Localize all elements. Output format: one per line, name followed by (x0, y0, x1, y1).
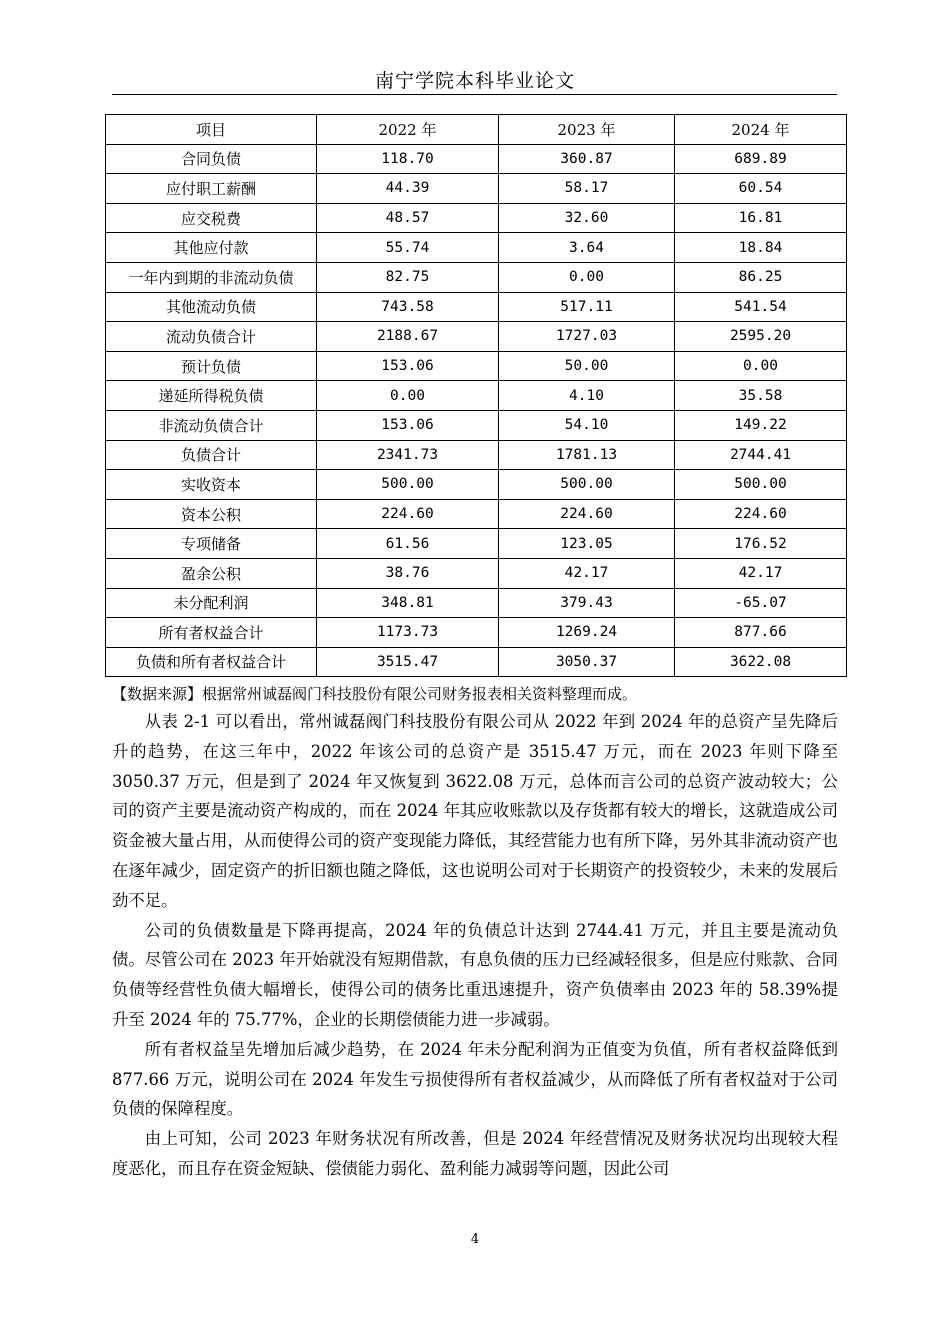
table-row (106, 440, 847, 470)
table-body (106, 144, 847, 677)
value-cell: 58.17 (499, 174, 675, 204)
row-label-cell: 未分配利润 (106, 588, 317, 618)
value-cell: 743.58 (317, 292, 499, 322)
row-label-cell: 实收资本 (106, 470, 317, 500)
page-number: 4 (470, 1232, 480, 1247)
table-row (106, 351, 847, 381)
row-label-cell: 应交税费 (106, 203, 317, 233)
paragraph: 从表 2-1 可以看出，常州诚磊阀门科技股份有限公司从 2022 年到 2024 年的总资产呈先降后升的趋势，在这三年中，2022 年该公司的总资产是 3515.47 万元，而在 2023 年则下降至 3050.37 万元，但是到了 2024 年又恢复到 3622.08 万元，总体而言公司的总资产波动较大；公司的资产主要是流动资产构成的，而在 2024 年其应收账款以及存货都有较大的增长，这就造成公司资金被大量占用，从而使得公司的资产变现能力降低，其经营能力也有所下降，另外其非流动资产也在逐年减少，固定资产的折旧额也随之降低，这也说明公司对于长期资产的投资较少，未来的发展后劲不足。 (112, 712, 838, 910)
value-cell: 3.64 (499, 233, 675, 263)
value-cell: 0.00 (675, 351, 847, 381)
value-cell: -65.07 (675, 588, 847, 618)
row-label-cell: 合同负债 (106, 144, 317, 174)
row-label-cell: 负债合计 (106, 440, 317, 470)
row-label-cell: 盈余公积 (106, 558, 317, 588)
value-cell: 224.60 (499, 499, 675, 529)
column-header: 2022 年 (317, 115, 499, 145)
table-row (106, 410, 847, 440)
row-label-cell: 递延所得税负债 (106, 381, 317, 411)
row-label-cell: 所有者权益合计 (106, 618, 317, 648)
value-cell: 86.25 (675, 262, 847, 292)
value-cell: 3622.08 (675, 647, 847, 677)
value-cell: 541.54 (675, 292, 847, 322)
value-cell: 689.89 (675, 144, 847, 174)
value-cell: 61.56 (317, 529, 499, 559)
table-row (106, 588, 847, 618)
value-cell: 50.00 (499, 351, 675, 381)
value-cell: 48.57 (317, 203, 499, 233)
table-row (106, 499, 847, 529)
row-label-cell: 资本公积 (106, 499, 317, 529)
value-cell: 42.17 (499, 558, 675, 588)
data-source-note: 【数据来源】根据常州诚磊阀门科技股份有限公司财务报表相关资料整理而成。 (112, 685, 638, 703)
column-header: 2023 年 (499, 115, 675, 145)
value-cell: 348.81 (317, 588, 499, 618)
value-cell: 1269.24 (499, 618, 675, 648)
row-label-cell: 一年内到期的非流动负债 (106, 262, 317, 292)
row-label-cell: 负债和所有者权益合计 (106, 647, 317, 677)
value-cell: 500.00 (675, 470, 847, 500)
value-cell: 3515.47 (317, 647, 499, 677)
table-row (106, 322, 847, 352)
value-cell: 2595.20 (675, 322, 847, 352)
value-cell: 38.76 (317, 558, 499, 588)
row-label-cell: 其他流动负债 (106, 292, 317, 322)
value-cell: 60.54 (675, 174, 847, 204)
value-cell: 16.81 (675, 203, 847, 233)
column-header: 项目 (106, 115, 317, 145)
header-rule (112, 94, 837, 95)
paragraph: 所有者权益呈先增加后减少趋势，在 2024 年未分配利润为正值变为负值，所有者权益降低到 877.66 万元，说明公司在 2024 年发生亏损使得所有者权益减少，从而降低了所有者权益对于公司负债的保障程度。 (112, 1039, 838, 1119)
value-cell: 149.22 (675, 410, 847, 440)
value-cell: 1727.03 (499, 322, 675, 352)
row-label-cell: 专项储备 (106, 529, 317, 559)
table-row (106, 470, 847, 500)
value-cell: 153.06 (317, 351, 499, 381)
table-header-row (106, 115, 847, 145)
value-cell: 18.84 (675, 233, 847, 263)
table-row (106, 262, 847, 292)
table-row (106, 618, 847, 648)
row-label-cell: 其他应付款 (106, 233, 317, 263)
table-row (106, 144, 847, 174)
value-cell: 32.60 (499, 203, 675, 233)
value-cell: 42.17 (675, 558, 847, 588)
table-row (106, 529, 847, 559)
table-row (106, 381, 847, 411)
table-row (106, 233, 847, 263)
row-label-cell: 应付职工薪酬 (106, 174, 317, 204)
value-cell: 55.74 (317, 233, 499, 263)
table-row (106, 292, 847, 322)
value-cell: 877.66 (675, 618, 847, 648)
row-label-cell: 流动负债合计 (106, 322, 317, 352)
row-label-cell: 预计负债 (106, 351, 317, 381)
value-cell: 1781.13 (499, 440, 675, 470)
value-cell: 0.00 (499, 262, 675, 292)
column-header: 2024 年 (675, 115, 847, 145)
table-row (106, 558, 847, 588)
value-cell: 54.10 (499, 410, 675, 440)
table-row (106, 647, 847, 677)
value-cell: 2341.73 (317, 440, 499, 470)
body-text (112, 707, 838, 1184)
paragraph: 公司的负债数量是下降再提高，2024 年的负债总计达到 2744.41 万元，并且主要是流动负债。尽管公司在 2023 年开始就没有短期借款，有息负债的压力已经减轻很多，但是应付账款、合同负债等经营性负债大幅增长，使得公司的债务比重迅速提升，资产负债率由 2023 年的 58.39%提升至 2024 年的 75.77%，企业的长期偿债能力进一步减弱。 (112, 920, 838, 1029)
value-cell: 1173.73 (317, 618, 499, 648)
value-cell: 360.87 (499, 144, 675, 174)
value-cell: 153.06 (317, 410, 499, 440)
value-cell: 82.75 (317, 262, 499, 292)
value-cell: 3050.37 (499, 647, 675, 677)
value-cell: 35.58 (675, 381, 847, 411)
value-cell: 500.00 (317, 470, 499, 500)
value-cell: 0.00 (317, 381, 499, 411)
row-label-cell: 非流动负债合计 (106, 410, 317, 440)
value-cell: 118.70 (317, 144, 499, 174)
balance-sheet-table (105, 114, 847, 677)
value-cell: 224.60 (675, 499, 847, 529)
page-header-title: 南宁学院本科毕业论文 (374, 70, 575, 92)
value-cell: 224.60 (317, 499, 499, 529)
value-cell: 2744.41 (675, 440, 847, 470)
value-cell: 500.00 (499, 470, 675, 500)
value-cell: 176.52 (675, 529, 847, 559)
value-cell: 2188.67 (317, 322, 499, 352)
value-cell: 517.11 (499, 292, 675, 322)
value-cell: 4.10 (499, 381, 675, 411)
table-row (106, 174, 847, 204)
paragraph: 由上可知，公司 2023 年财务状况有所改善，但是 2024 年经营情况及财务状况均出现较大程度恶化，而且存在资金短缺、偿债能力弱化、盈利能力减弱等问题，因此公司 (112, 1129, 838, 1178)
value-cell: 44.39 (317, 174, 499, 204)
table-row (106, 203, 847, 233)
value-cell: 123.05 (499, 529, 675, 559)
value-cell: 379.43 (499, 588, 675, 618)
